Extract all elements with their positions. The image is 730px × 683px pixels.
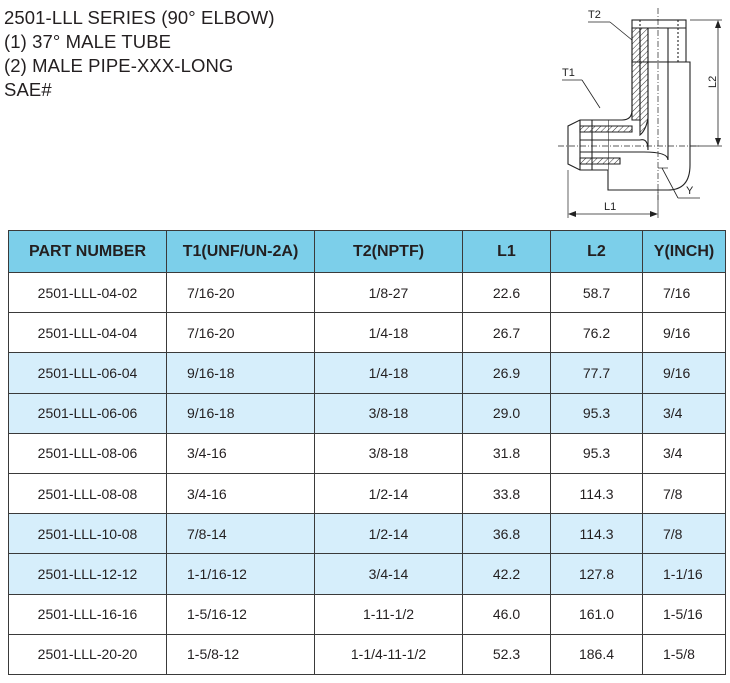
l2-label: L2 (707, 75, 719, 88)
part-number: 2501-LLL-06-04 (9, 353, 167, 393)
header-t1: T1(UNF/UN-2A) (167, 231, 315, 273)
part-number: 2501-LLL-04-04 (9, 313, 167, 353)
l2-value: 186.4 (551, 634, 643, 674)
header-part-number: PART NUMBER (9, 231, 167, 273)
y-value: 1-5/16 (643, 594, 726, 634)
l1-value: 31.8 (463, 433, 551, 473)
sae-label: SAE# (4, 79, 52, 100)
l1-value: 52.3 (463, 634, 551, 674)
l2-value: 95.3 (551, 393, 643, 433)
t2-value: 3/4-14 (315, 554, 463, 594)
l1-label: L1 (604, 201, 617, 213)
series-title: 2501-LLL SERIES (90° ELBOW) (4, 7, 275, 28)
l2-value: 58.7 (551, 273, 643, 313)
y-value: 7/16 (643, 273, 726, 313)
t1-label: T1 (562, 67, 575, 79)
y-value: 7/8 (643, 473, 726, 513)
l1-value: 36.8 (463, 514, 551, 554)
table-row (9, 514, 726, 554)
t2-label: T2 (588, 9, 601, 21)
elbow-fitting-drawing (540, 0, 730, 225)
spec-table (8, 230, 726, 675)
l2-value: 76.2 (551, 313, 643, 353)
table-row (9, 353, 726, 393)
title-block (4, 6, 275, 102)
l1-value: 33.8 (463, 473, 551, 513)
part-number: 2501-LLL-08-06 (9, 433, 167, 473)
y-value: 3/4 (643, 433, 726, 473)
table-row (9, 554, 726, 594)
l2-value: 77.7 (551, 353, 643, 393)
t2-value: 1/4-18 (315, 353, 463, 393)
y-value: 9/16 (643, 313, 726, 353)
t1-value: 7/16-20 (167, 313, 315, 353)
y-value: 3/4 (643, 393, 726, 433)
part-number: 2501-LLL-12-12 (9, 554, 167, 594)
t1-value: 7/16-20 (167, 273, 315, 313)
table-row (9, 473, 726, 513)
l2-value: 95.3 (551, 433, 643, 473)
t1-value: 7/8-14 (167, 514, 315, 554)
l2-value: 127.8 (551, 554, 643, 594)
y-value: 1-5/8 (643, 634, 726, 674)
table-row (9, 433, 726, 473)
t2-value: 3/8-18 (315, 393, 463, 433)
t1-value: 9/16-18 (167, 353, 315, 393)
end-2-description: (2) MALE PIPE-XXX-LONG (4, 55, 234, 76)
t1-value: 3/4-16 (167, 473, 315, 513)
y-value: 1-1/16 (643, 554, 726, 594)
t2-value: 3/8-18 (315, 433, 463, 473)
table-row (9, 273, 726, 313)
header-l2: L2 (551, 231, 643, 273)
t2-value: 1-1/4-11-1/2 (315, 634, 463, 674)
header-y: Y(INCH) (643, 231, 726, 273)
table-header-row (9, 231, 726, 273)
part-number: 2501-LLL-04-02 (9, 273, 167, 313)
y-label: Y (686, 185, 694, 197)
t1-value: 9/16-18 (167, 393, 315, 433)
part-number: 2501-LLL-06-06 (9, 393, 167, 433)
l2-value: 161.0 (551, 594, 643, 634)
table-row (9, 634, 726, 674)
t1-value: 1-5/8-12 (167, 634, 315, 674)
t1-value: 3/4-16 (167, 433, 315, 473)
table-row (9, 313, 726, 353)
l1-value: 26.7 (463, 313, 551, 353)
table-row (9, 393, 726, 433)
t2-value: 1/2-14 (315, 473, 463, 513)
t2-value: 1/8-27 (315, 273, 463, 313)
t2-value: 1/2-14 (315, 514, 463, 554)
header-t2: T2(NPTF) (315, 231, 463, 273)
t2-value: 1-11-1/2 (315, 594, 463, 634)
t1-value: 1-5/16-12 (167, 594, 315, 634)
part-number: 2501-LLL-08-08 (9, 473, 167, 513)
l1-value: 22.6 (463, 273, 551, 313)
y-value: 9/16 (643, 353, 726, 393)
part-number: 2501-LLL-10-08 (9, 514, 167, 554)
table-row (9, 594, 726, 634)
header-l1: L1 (463, 231, 551, 273)
l2-value: 114.3 (551, 514, 643, 554)
l2-value: 114.3 (551, 473, 643, 513)
t2-value: 1/4-18 (315, 313, 463, 353)
y-value: 7/8 (643, 514, 726, 554)
l1-value: 29.0 (463, 393, 551, 433)
l1-value: 26.9 (463, 353, 551, 393)
part-number: 2501-LLL-16-16 (9, 594, 167, 634)
l1-value: 42.2 (463, 554, 551, 594)
part-number: 2501-LLL-20-20 (9, 634, 167, 674)
l1-value: 46.0 (463, 594, 551, 634)
end-1-description: (1) 37° MALE TUBE (4, 31, 172, 52)
t1-value: 1-1/16-12 (167, 554, 315, 594)
